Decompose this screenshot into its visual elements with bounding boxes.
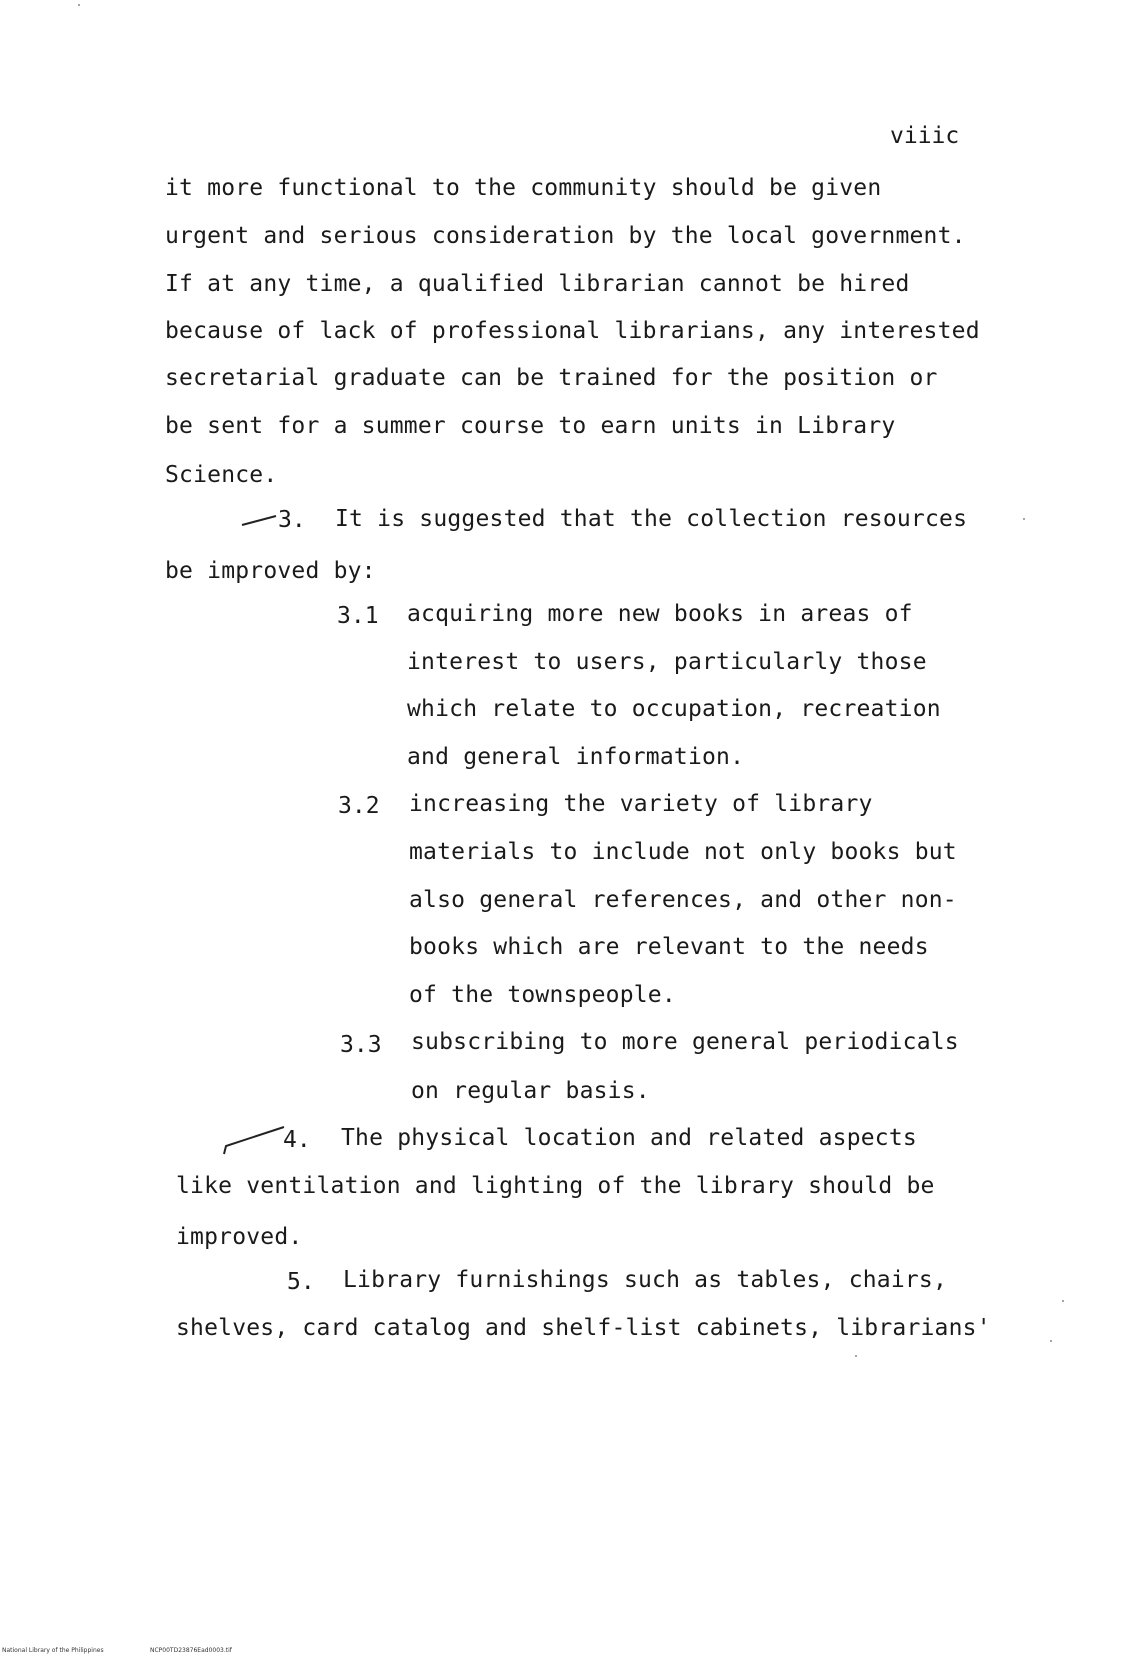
subitem-line: acquiring more new books in areas of xyxy=(407,601,913,627)
page-number: viiic xyxy=(890,123,960,149)
subitem-line: materials to include not only books but xyxy=(409,839,957,865)
subitem-line: which relate to occupation, recreation xyxy=(407,696,941,722)
subitem-line: interest to users, particularly those xyxy=(407,649,927,675)
item-line: be improved by: xyxy=(165,558,376,584)
paragraph-line: If at any time, a qualified librarian cannot be hired xyxy=(165,271,910,297)
subitem-number: 3.2 xyxy=(338,793,380,819)
subitem-line: books which are relevant to the needs xyxy=(409,934,929,960)
paragraph-line: secretarial graduate can be trained for the position or xyxy=(165,365,938,391)
subitem-line: of the townspeople. xyxy=(409,982,676,1008)
scan-speck xyxy=(1050,1340,1052,1342)
subitem-line: subscribing to more general periodicals xyxy=(411,1029,959,1055)
footer-right: NCP00TD23876Ead0003.tif xyxy=(150,1647,232,1654)
paragraph-line: be sent for a summer course to earn units in Library xyxy=(165,413,896,439)
scan-speck xyxy=(1023,518,1025,520)
item-line: improved. xyxy=(176,1224,303,1250)
item-line: It is suggested that the collection resources xyxy=(335,506,968,532)
item-number: 5. xyxy=(287,1269,315,1295)
item-number: 4. xyxy=(283,1127,311,1153)
footer-left: National Library of the Philippines xyxy=(2,1647,104,1654)
subitem-line: on regular basis. xyxy=(411,1078,650,1104)
check-mark-icon xyxy=(240,512,280,528)
subitem-line: increasing the variety of library xyxy=(409,791,873,817)
subitem-number: 3.1 xyxy=(337,603,379,629)
scan-speck xyxy=(78,4,80,6)
check-mark-icon xyxy=(220,1124,288,1158)
subitem-line: and general information. xyxy=(407,744,745,770)
paragraph-line: Science. xyxy=(165,462,278,488)
subitem-line: also general references, and other non- xyxy=(409,887,957,913)
item-line: Library furnishings such as tables, chairs, xyxy=(343,1267,948,1293)
scan-speck xyxy=(1062,1300,1064,1302)
paragraph-line: because of lack of professional librarians, any interested xyxy=(165,318,980,344)
paragraph-line: urgent and serious consideration by the local government. xyxy=(165,223,966,249)
item-number: 3. xyxy=(278,507,306,533)
item-line: The physical location and related aspects xyxy=(341,1125,917,1151)
subitem-number: 3.3 xyxy=(340,1032,382,1058)
paragraph-line: it more functional to the community should be given xyxy=(165,175,882,201)
scan-speck xyxy=(855,1355,857,1357)
item-line: shelves, card catalog and shelf-list cabinets, librarians' xyxy=(176,1315,991,1341)
item-line: like ventilation and lighting of the library should be xyxy=(176,1173,935,1199)
